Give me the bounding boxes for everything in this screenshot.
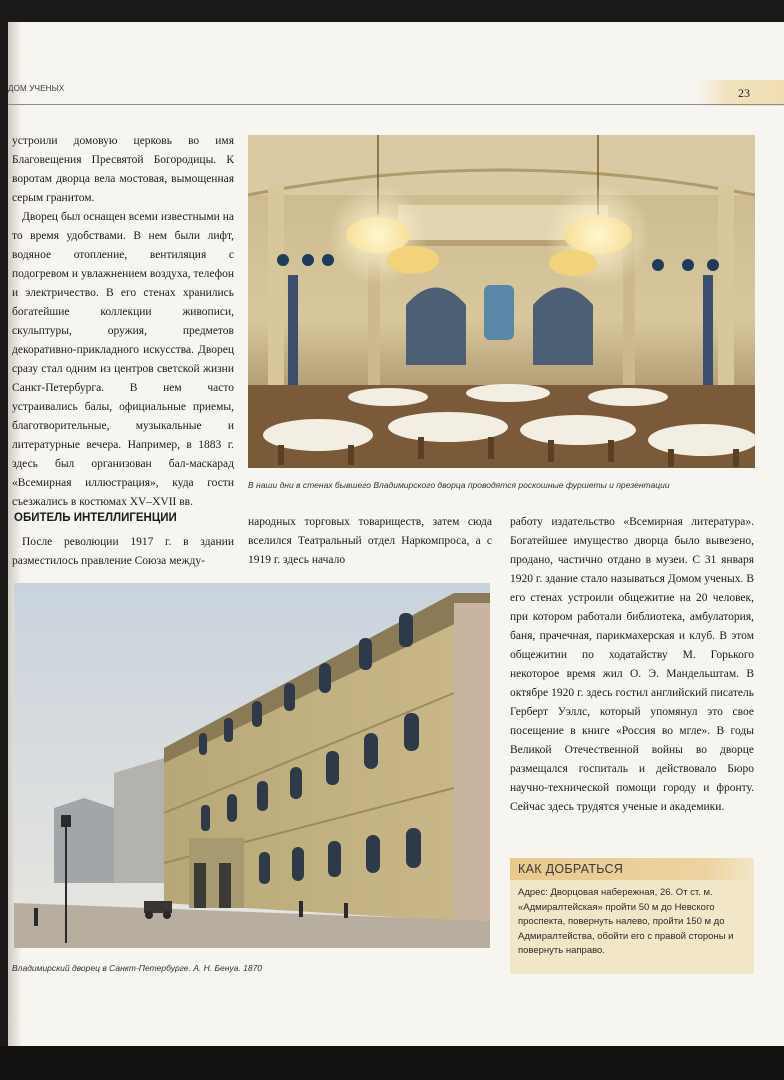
photo-caption: В наши дни в стенах бывшего Владимирского дворца проводятся роскошные фуршеты и презентации	[248, 480, 670, 490]
column-2-text	[248, 513, 492, 570]
scan-top-edge	[0, 0, 784, 22]
directions-box	[510, 858, 754, 974]
column-1-text	[12, 132, 234, 512]
palace-painting	[14, 583, 490, 948]
paragraph: устроили домовую церковь во имя Благовещения Пресвятой Богородицы. К воротам дворца вела мостовая, вымощенная серым гранитом.	[12, 135, 234, 204]
column-1-lower-text	[12, 533, 234, 571]
directions-text: Адрес: Дворцовая набережная, 26. От ст. м. «Адмиралтейская» пройти 50 м до Невского проспекта, повернуть налево, пройти 150 м до Адмиралтейства, обойти его с правой стороны и повернуть направо.	[518, 887, 734, 956]
scan-bottom-edge	[0, 1046, 784, 1080]
column-3-text	[510, 513, 754, 817]
page-number: 23	[738, 86, 750, 100]
paragraph: Дворец был оснащен всеми известными на то время удобствами. В нем были лифт, водяное отопление, вентиляция с подогревом и увлажнением воздуха, телефон и электричество. В его стенах хранились богатейшие коллекции живописи, скульптуры, оружия, предметов декоративно-прикладного искусства. Дворец сразу стал одним из центров светской жизни Санкт-Петербурга. В нем часто устраивались балы, официальные приемы, благотворительные, музыкальные и литературные вечера. Например, в 1883 г. здесь был организован бал-маскарад «Всемирная иллюстрация», куда гости съезжались в костюмах XV–XVII вв.	[12, 211, 234, 508]
book-page	[8, 22, 784, 1046]
running-header: ДОМ УЧЕНЫХ	[8, 84, 65, 93]
section-heading: ОБИТЕЛЬ ИНТЕЛЛИГЕНЦИИ	[14, 512, 177, 524]
header-rule	[8, 104, 784, 105]
paragraph: После революции 1917 г. в здании разместилось правление Союза между-	[12, 536, 234, 567]
directions-title: КАК ДОБРАТЬСЯ	[518, 862, 624, 876]
banquet-hall-photo	[248, 135, 755, 468]
paragraph: народных торговых товариществ, затем сюда вселился Театральный отдел Наркомпроса, а с 1919 г. здесь начало	[248, 516, 492, 566]
painting-caption: Владимирский дворец в Санкт-Петербурге. А. Н. Бенуа. 1870	[12, 963, 263, 973]
paragraph: работу издательство «Всемирная литература». Богатейшее имущество дворца было вывезено, продано, частично отдано в музеи. С 31 января 1920 г. здание стало называться Домом ученых. В его стенах устроили общежитие на 20 человек, при котором работали библиотека, амбулатория, баня, прачечная, парикмахерская и клуб. В этом общежитии по ходатайству М. Горького некоторое время жил О. Э. Мандельштам. В октябре 1920 г. здесь гостил английский писатель Герберт Уэллс, который упомянул это свое посещение в книге «Россия во мгле». В годы Великой Отечественной войны во дворце размещался госпиталь и действовало Бюро научно-технической помощи городу и фронту. Сейчас здесь трудятся ученые и академики.	[510, 516, 754, 813]
